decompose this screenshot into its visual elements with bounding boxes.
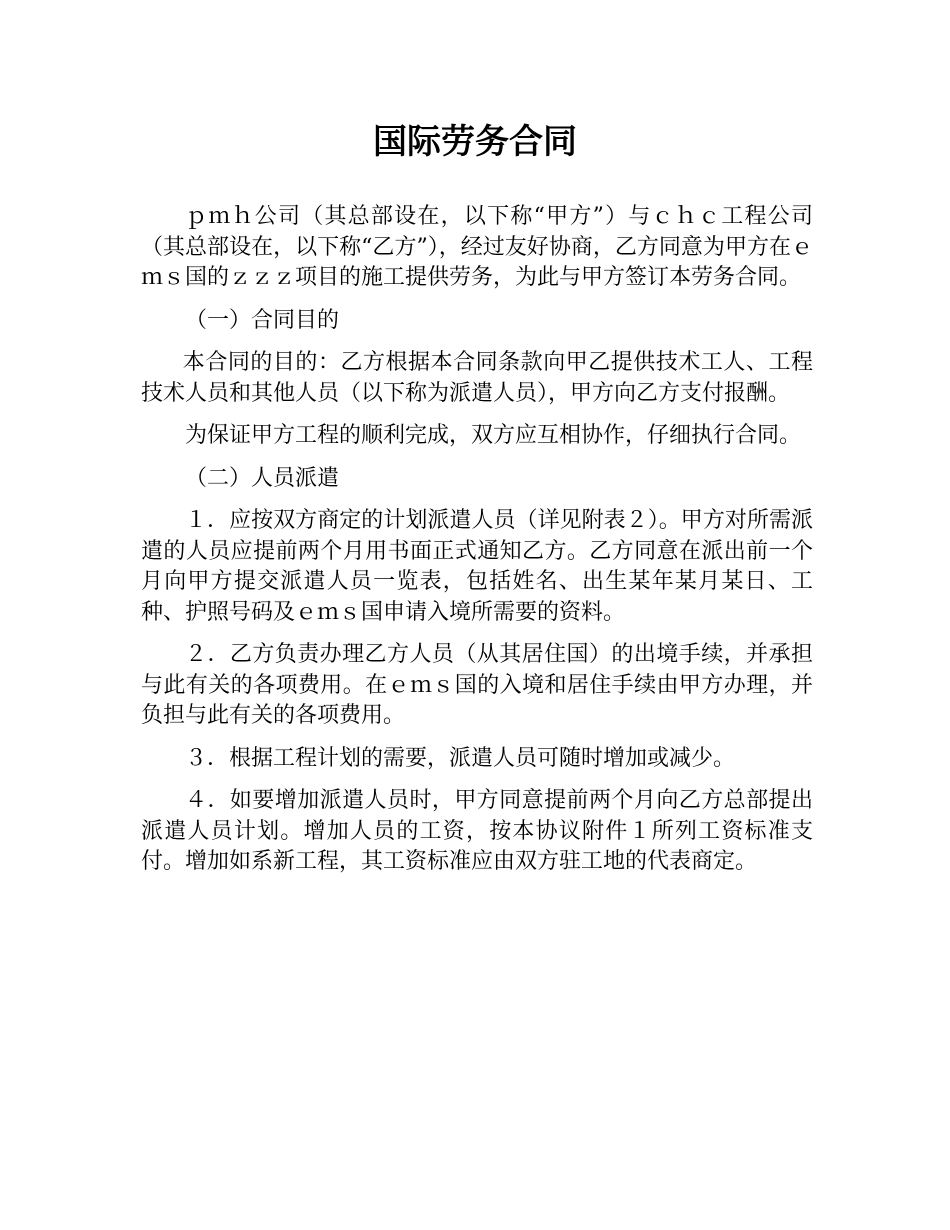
document-title: 国际劳务合同 [373,122,577,162]
dispatch-item-3: ３．根据工程计划的需要，派遣人员可随时增加或减少。 [185,745,736,771]
dispatch-item-2: ２．乙方负责办理乙方人员（从其居住国）的出境手续，并承担与此有关的各项费用。在ｅｍｓ国的入境和居住手续由甲方办理，并负担与此有关的各项费用。 [141,642,813,728]
cooperation-paragraph: 为保证甲方工程的顺利完成，双方应互相协作，仔细执行合同。 [185,423,802,448]
section-heading-purpose: （一）合同目的 [185,307,340,333]
intro-paragraph: ｐｍｈ公司（其总部设在，以下称“甲方”）与ｃｈｃ工程公司（其总部设在，以下称“乙方”），经过友好协商，乙方同意为甲方在ｅｍｓ国的ｚｚｚ项目的施工提供劳务，为此与甲方签订本劳务合同。 [141,204,813,290]
dispatch-item-4: ４．如要增加派遣人员时，甲方同意提前两个月向乙方总部提出派遣人员计划。增加人员的工资，按本协议附件１所列工资标准支付。增加如系新工程，其工资标准应由双方驻工地的代表商定。 [141,788,813,874]
document-body [141,202,813,890]
dispatch-item-1: １．应按双方商定的计划派遣人员（详见附表２）。甲方对所需派遣的人员应提前两个月用书面正式通知乙方。乙方同意在派出前一个月向甲方提交派遣人员一览表，包括姓名、出生某年某月某日、工种、护照号码及ｅｍｓ国申请入境所需要的资料。 [141,508,813,625]
section-heading-dispatch: （二）人员派遣 [185,465,340,491]
purpose-paragraph: 本合同的目的：乙方根据本合同条款向甲乙提供技术工人、工程技术人员和其他人员（以下称为派遣人员），甲方向乙方支付报酬。 [141,350,813,406]
